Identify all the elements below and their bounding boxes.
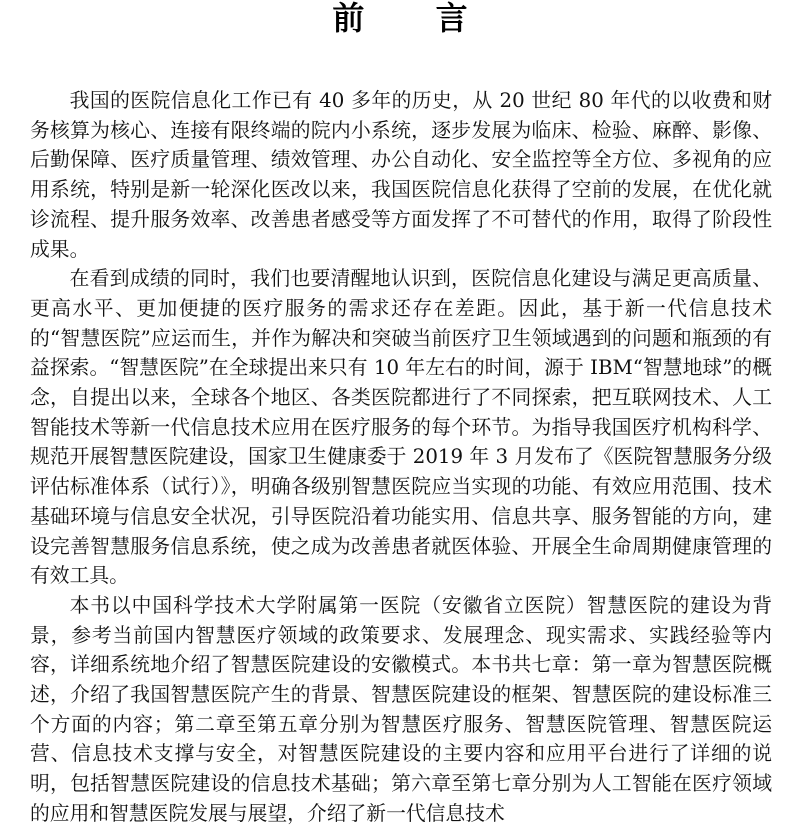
paragraph-1: 我国的医院信息化工作已有 40 多年的历史，从 20 世纪 80 年代的以收费和财务核算为核心、连接有限终端的院内小系统，逐步发展为临床、检验、麻醉、影像、后勤保障、医疗质量管理、绩效管理、办公自动化、安全监控等全方位、多视角的应用系统，特别是新一轮深化医改以来，我国医院信息化获得了空前的发展，在优化就诊流程、提升服务效率、改善患者感受等方面发挥了不可替代的作用，取得了阶段性成果。 <box>30 89 772 261</box>
body-text <box>30 86 772 829</box>
page-title: 前 言 <box>332 0 498 37</box>
paragraph-2: 在看到成绩的同时，我们也要清醒地认识到，医院信息化建设与满足更高质量、更高水平、更加便捷的医疗服务的需求还存在差距。因此，基于新一代信息技术的“智慧医院”应运而生，并作为解决和突破当前医疗卫生领域遇到的问题和瓶颈的有益探索。“智慧医院”在全球提出来只有 10 年左右的时间，源于 IBM“智慧地球”的概念，自提出以来，全球各个地区、各类医院都进行了不同探索，把互联网技术、人工智能技术等新一代信息技术应用在医疗服务的每个环节。为指导我国医疗机构科学、规范开展智慧医院建设，国家卫生健康委于 2019 年 3 月发布了《医院智慧服务分级评估标准体系（试行）》，明确各级别智慧医院应当实现的功能、有效应用范围、技术基础环境与信息安全状况，引导医院沿着功能实用、信息共享、服务智能的方向，建设完善智慧服务信息系统，使之成为改善患者就医体验、开展全生命周期健康管理的有效工具。 <box>30 267 772 588</box>
paragraph-3: 本书以中国科学技术大学附属第一医院（安徽省立医院）智慧医院的建设为背景，参考当前国内智慧医疗领域的政策要求、发展理念、现实需求、实践经验等内容，详细系统地介绍了智慧医院建设的安徽模式。本书共七章：第一章为智慧医院概述，介绍了我国智慧医院产生的背景、智慧医院建设的框架、智慧医院的建设标准三个方面的内容；第二章至第五章分别为智慧医疗服务、智慧医院管理、智慧医院运营、信息技术支撑与安全，对智慧医院建设的主要内容和应用平台进行了详细的说明，包括智慧医院建设的信息技术基础；第六章至第七章分别为人工智能在医疗领域的应用和智慧医院发展与展望，介绍了新一代信息技术 <box>30 593 772 825</box>
